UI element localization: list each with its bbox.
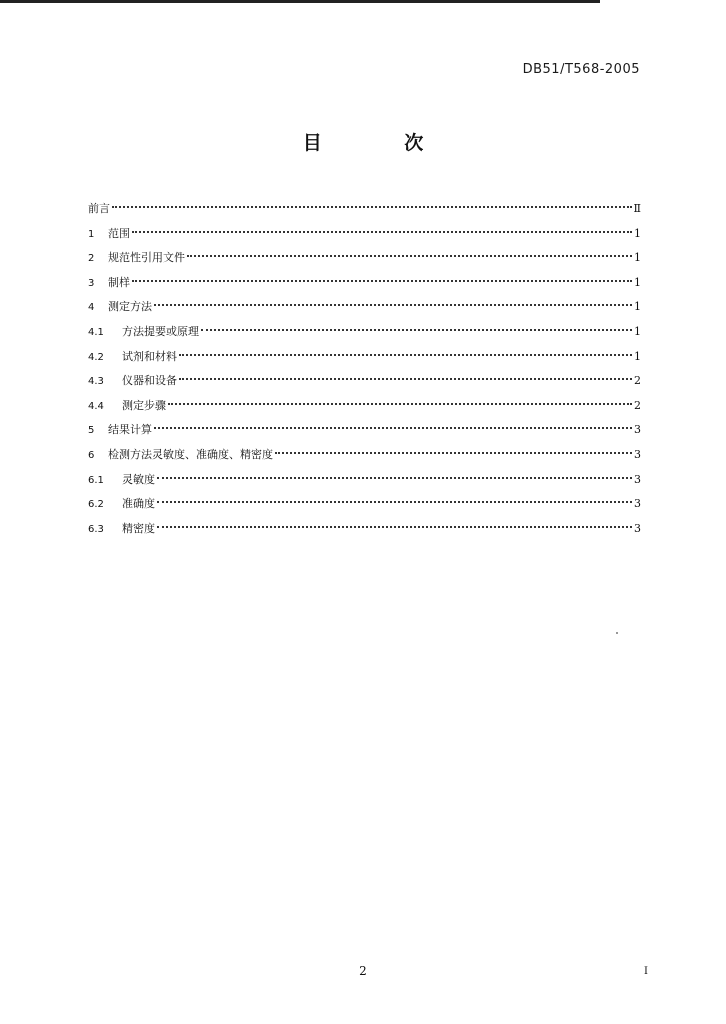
toc-entry-label: 前言 (88, 202, 110, 215)
toc-entry-label: 测定步骤 (122, 398, 166, 412)
toc-entry-2[interactable] (88, 246, 641, 271)
toc-entry-page: 1 (634, 324, 641, 338)
toc-entry-page: 1 (634, 300, 641, 314)
scan-speck (616, 632, 618, 634)
toc-leader-dots (157, 501, 632, 503)
toc-entry-page: 1 (634, 275, 641, 289)
toc-entry-number: 6 (88, 449, 95, 461)
toc-leader-dots (168, 403, 632, 405)
toc-entry-4[interactable] (88, 295, 641, 320)
toc-entry-foreword[interactable] (88, 197, 641, 222)
toc-entry-number: 2 (88, 253, 95, 265)
toc-entry-page: 3 (634, 521, 641, 535)
toc-entry-page: 2 (634, 374, 641, 388)
toc-leader-dots (157, 526, 632, 528)
page-number: 2 (359, 964, 367, 978)
toc-leader-dots (275, 452, 632, 454)
toc-entry-6-3[interactable] (88, 517, 641, 542)
toc-entry-number: 6.1 (88, 474, 104, 486)
roman-page-number: I (644, 966, 648, 977)
toc-leader-dots (187, 255, 632, 257)
toc-entry-page: 3 (634, 472, 641, 486)
toc-entry-page: 2 (634, 398, 641, 412)
toc-entry-number: 5 (88, 425, 95, 437)
toc-entry-number: 4.1 (88, 326, 104, 338)
toc-entry-4-1[interactable] (88, 320, 641, 345)
toc-entry-label: 结果计算 (108, 423, 152, 437)
toc-entry-number: 4 (88, 302, 95, 314)
toc-entry-number: 1 (88, 228, 95, 240)
toc-entry-6-1[interactable] (88, 468, 641, 493)
toc-entry-4-4[interactable] (88, 394, 641, 419)
toc-leader-dots (154, 304, 632, 306)
toc-entry-page: 3 (634, 497, 641, 511)
toc-leader-dots (201, 329, 632, 331)
toc-entry-label: 准确度 (122, 497, 155, 511)
toc-entry-label: 规范性引用文件 (108, 251, 185, 265)
top-scan-rule (0, 0, 600, 3)
toc-entry-page: 1 (634, 349, 641, 363)
toc-entry-number: 3 (88, 277, 95, 289)
toc-entry-label: 精密度 (122, 521, 155, 535)
toc-entry-number: 4.3 (88, 376, 104, 388)
toc-entry-label: 仪器和设备 (122, 374, 177, 388)
toc-leader-dots (157, 477, 632, 479)
toc-entry-number: 6.3 (88, 523, 104, 535)
toc-title: 目 次 (302, 132, 462, 154)
toc-leader-dots (132, 231, 632, 233)
toc-entry-4-3[interactable] (88, 369, 641, 394)
toc-entry-number: 4.2 (88, 351, 104, 363)
toc-entry-6-2[interactable] (88, 492, 641, 517)
toc-leader-dots (179, 378, 632, 380)
toc-leader-dots (132, 280, 632, 282)
toc-entry-number: 4.4 (88, 400, 104, 412)
toc-entry-label: 测定方法 (108, 300, 152, 314)
table-of-contents (88, 197, 641, 541)
toc-entry-label: 范围 (108, 226, 130, 240)
toc-leader-dots (179, 354, 632, 356)
toc-entry-label: 检测方法灵敏度、准确度、精密度 (108, 447, 273, 461)
toc-leader-dots (154, 427, 632, 429)
document-code: DB51/T568-2005 (522, 62, 640, 77)
toc-entry-3[interactable] (88, 271, 641, 296)
toc-entry-page: Ⅱ (633, 202, 641, 215)
toc-entry-4-2[interactable] (88, 345, 641, 370)
toc-entry-6[interactable] (88, 443, 641, 468)
toc-entry-page: 1 (634, 226, 641, 240)
toc-entry-number: 6.2 (88, 499, 104, 511)
toc-entry-5[interactable] (88, 418, 641, 443)
toc-entry-label: 方法提要或原理 (122, 324, 199, 338)
toc-entry-page: 1 (634, 251, 641, 265)
toc-entry-1[interactable] (88, 222, 641, 247)
toc-entry-page: 3 (634, 447, 641, 461)
toc-entry-label: 灵敏度 (122, 472, 155, 486)
toc-leader-dots (112, 206, 632, 208)
toc-entry-label: 制样 (108, 275, 130, 289)
toc-entry-label: 试剂和材料 (122, 349, 177, 363)
toc-entry-page: 3 (634, 423, 641, 437)
